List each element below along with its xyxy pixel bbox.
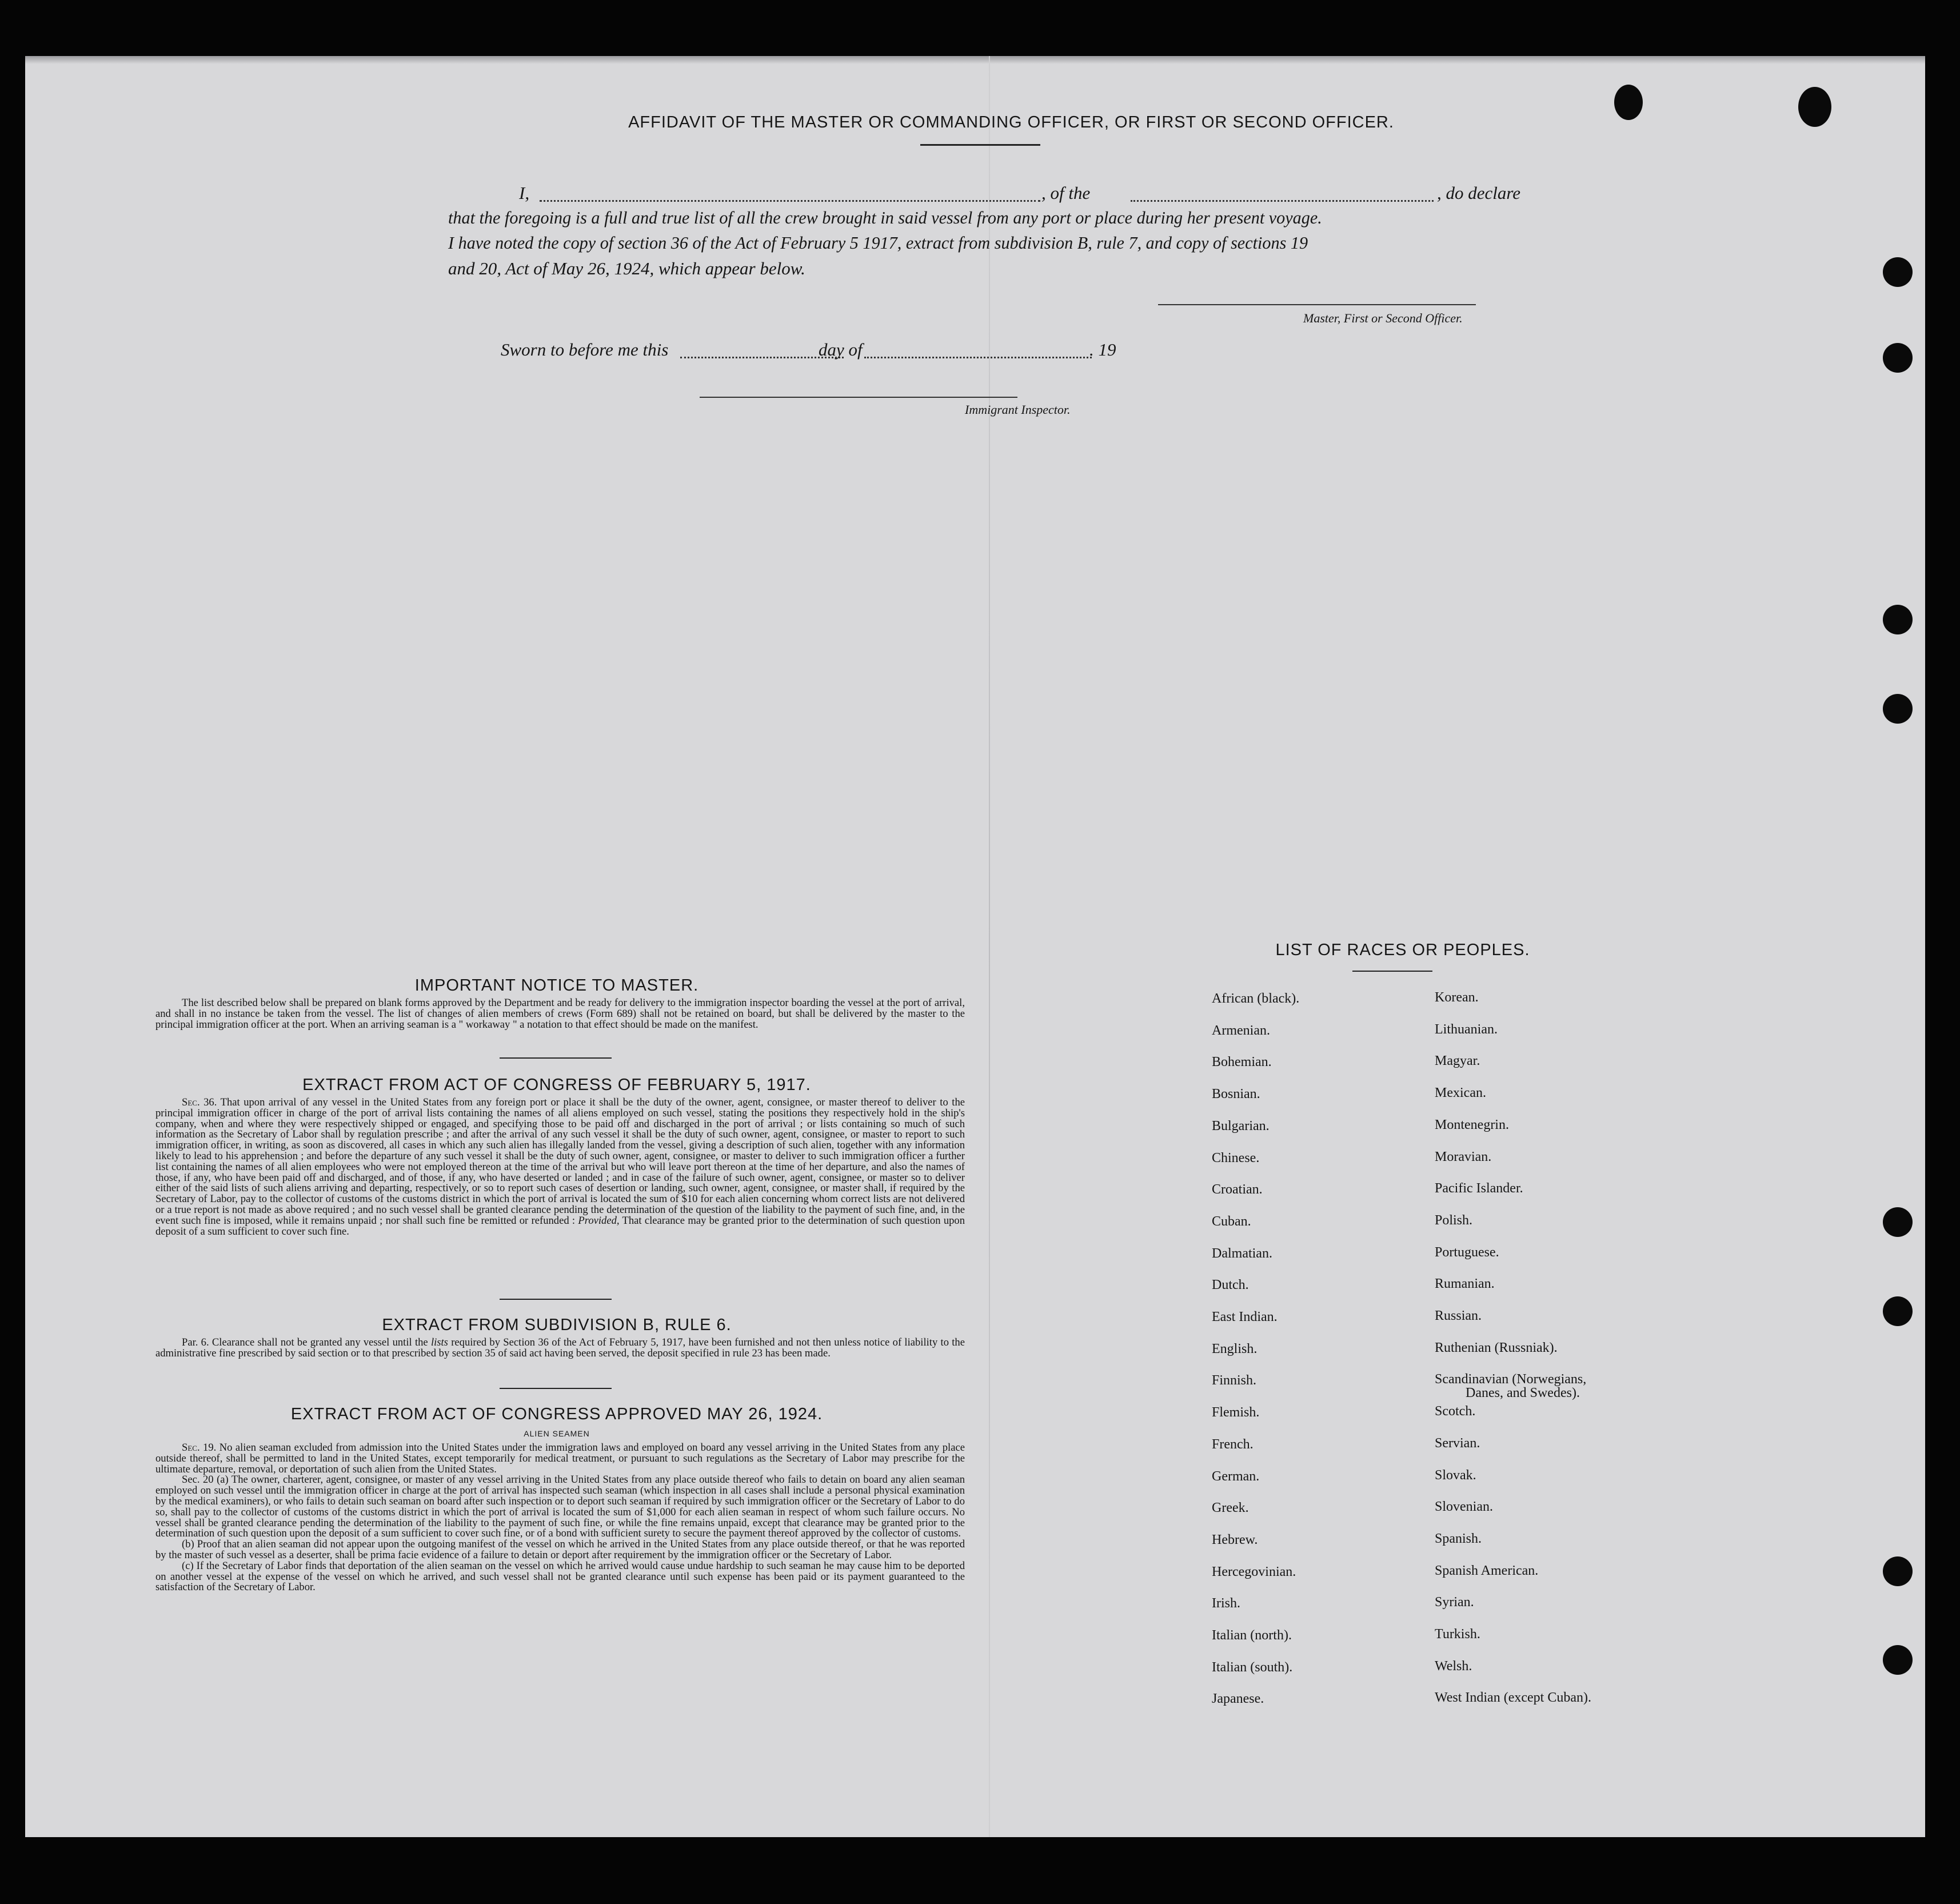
sec-19-text: No alien seaman excluded from admission into the United States under the immigration laws and employed on board any vessel arriving in the United States from any place outside thereof, shall be permitted to land in the United States, except temporarily for medical treatment, or pursuant to such regulations as the Secretary of Labor may prescribe for the ultimate departure, removal, or deportation of such alien from the United States.: [155, 1442, 965, 1475]
race-item: Dutch.: [1212, 1278, 1249, 1292]
sec-20a-text: Sec. 20 (a) The owner, charterer, agent, consignee, or master of any vessel arriving in the United States from any place outside thereof who fails to detain on board any alien seaman employed on such vessel until the immigration officer in charge at the port of arrival has inspected such seaman (which inspection in all cases shall include a personal physical examination by the medical examiners), or who fails to detain such seaman on board after such inspection or to deport such seaman if required by such immigration officer or the Secretary of Labor to do so, shall pay to the collector of customs of the customs district in which the port of arrival is located the sum of $1,000 for each alien seaman in respect of whom such failure occurs. No vessel shall be granted clearance pending the determination of the liability to the payment of such fine, or while the fine remains unpaid, except that clearance may be granted prior to the determination of such question upon the deposit of a sum sufficient to cover such fine, or of a bond with sufficient surety to secure the payment thereof approved by the collector of customs.: [155, 1474, 965, 1540]
race-item: Syrian.: [1435, 1595, 1474, 1610]
race-item: Greek.: [1212, 1500, 1249, 1515]
race-item: Slovenian.: [1435, 1499, 1493, 1514]
race-item: Mexican.: [1435, 1085, 1486, 1100]
subdivision-title: EXTRACT FROM SUBDIVISION B, RULE 6.: [382, 1316, 732, 1334]
sec-19-label: Sec. 19.: [182, 1442, 217, 1454]
affidavit-title-rule: [920, 144, 1040, 146]
race-item: Italian (south).: [1212, 1660, 1293, 1675]
affidavit-line4: and 20, Act of May 26, 1924, which appear below.: [448, 258, 805, 278]
master-caption: Master, First or Second Officer.: [1303, 311, 1463, 325]
race-item: Italian (north).: [1212, 1628, 1292, 1643]
race-item: African (black).: [1212, 991, 1300, 1006]
lists-word: lists: [430, 1336, 448, 1348]
race-item: Magyar.: [1435, 1053, 1480, 1068]
document-sheet: [25, 56, 1925, 1837]
punch-hole: [1883, 1296, 1913, 1326]
officer-name-field[interactable]: [540, 200, 1040, 202]
race-item: Cuban.: [1212, 1214, 1251, 1229]
paper-top-edge: [25, 56, 1925, 64]
race-item: Polish.: [1435, 1213, 1473, 1228]
notice-rule: [500, 1057, 612, 1059]
race-item: Montenegrin.: [1435, 1117, 1509, 1132]
race-item: Moravian.: [1435, 1149, 1492, 1164]
extract-1917-text: [155, 1097, 965, 1237]
race-item: Scandinavian (Norwegians,: [1435, 1372, 1587, 1387]
race-item: Dalmatian.: [1212, 1246, 1272, 1261]
ink-blot: [1798, 87, 1831, 127]
race-item: Bulgarian.: [1212, 1119, 1270, 1133]
race-item: English.: [1212, 1342, 1258, 1356]
race-item: Spanish American.: [1435, 1563, 1539, 1578]
race-item: Welsh.: [1435, 1659, 1472, 1674]
race-item: Servian.: [1435, 1436, 1480, 1451]
affidavit-line2: that the foregoing is a full and true list of all the crew brought in said vessel from any port or place during her present voyage.: [448, 208, 1322, 227]
race-item: West Indian (except Cuban).: [1435, 1690, 1591, 1705]
inspector-signature-field[interactable]: [700, 397, 1017, 398]
race-item: Hercegovinian.: [1212, 1564, 1296, 1579]
sworn-text: Sworn to before me this: [501, 340, 669, 360]
extract-1917-rule: [500, 1299, 612, 1300]
race-item: Armenian.: [1212, 1023, 1270, 1038]
par-6-text-b: required by Section 36 of the Act of February 5, 1917, have been furnished and not then unless notice of liability to the administrative fine prescribed by said section or to that prescribed by section 35 of said act having been served, the deposit specified in rule 23 has been made.: [155, 1336, 965, 1359]
affidavit-line1-declare: , do declare: [1437, 183, 1521, 203]
sec-36-label: Sec. 36.: [182, 1096, 217, 1108]
punch-hole: [1883, 1207, 1913, 1237]
notice-title: IMPORTANT NOTICE TO MASTER.: [414, 976, 699, 995]
sec-36-text: That upon arrival of any vessel in the United States from any foreign port or place it shall be the duty of the owner, agent, consignee, or master thereof to deliver to the principal immigration officer in charge of the port of arrival lists containing the names of all aliens employed on such vessel, stating the positions they respectively hold in the ship's company, when and where they were respectively shipped or engaged, and specifying those to be paid off and discharged in the port of arrival ; or lists containing so much of such information as the Secretary of Labor shall by regulation prescribe ; and after the arrival of any such vessel it shall be the duty of such owner, agent, consignee, or master to report to such immigration officer, in writing, as soon as discovered, all cases in which any such alien has illegally landed from the vessel, giving a description of such alien, together with any information likely to lead to his apprehension ; and before the departure of any such vessel it shall be the duty of such owner, agent, consignee, or master to deliver to such immigration officer a further list containing the names of all alien employees who were not employed thereon at the time of the arrival but who will leave port thereon at the time of her departure, and also the names of those, if any, who have been paid off and discharged, and of those, if any, who have deserted or landed ; and in case of the failure of such owner, agent, consignee, or master so to deliver either of the said lists of such aliens arriving and departing, respectively, or so to report such cases of desertion or landing, such owner, agent, consignee, or master shall, if required by the Secretary of Labor, pay to the collector of customs of the customs district in which the port of arrival is located the sum of $10 for each alien concerning whom correct lists are not delivered or a true report is not made as above required ; and no such vessel shall be granted clearance pending the determination of the question of the liability to the payment of such fine, and, in the event such fine is imposed, while it remains unpaid ; nor shall such fine be remitted or refunded :: [155, 1096, 965, 1227]
race-item: German.: [1212, 1469, 1260, 1484]
center-fold: [989, 56, 990, 1837]
race-item: Croatian.: [1212, 1182, 1263, 1197]
day-of-text: day of: [819, 340, 863, 360]
sec-20c-text: (c) If the Secretary of Labor finds that deportation of the alien seaman on the vessel on which he arrived would cause undue hardship to such seaman he may cause him to be deported on another vessel at the expense of the vessel on which he arrived, and such vessel shall not be granted clearance until such expense has been paid or its payment guaranteed to the satisfaction of the Secretary of Labor.: [155, 1559, 965, 1594]
affidavit-line1-i: I,: [519, 183, 530, 203]
race-item: Turkish.: [1435, 1627, 1480, 1642]
par-6-text-a: Clearance shall not be granted any vessel until the: [211, 1336, 428, 1348]
race-item: Slovak.: [1435, 1468, 1476, 1483]
alien-seamen-subtitle: ALIEN SEAMEN: [524, 1429, 590, 1438]
race-item-continuation: Danes, and Swedes).: [1466, 1386, 1580, 1400]
proviso-text: That clearance may be granted prior to the determination of such question upon deposit of a sum sufficient to cover such fine.: [155, 1214, 965, 1238]
race-item: Irish.: [1212, 1596, 1240, 1611]
race-item: Scotch.: [1435, 1404, 1476, 1419]
race-item: Korean.: [1435, 990, 1479, 1005]
race-item: Portuguese.: [1435, 1245, 1499, 1260]
race-item: Japanese.: [1212, 1691, 1264, 1706]
provided-label: Provided,: [578, 1214, 620, 1227]
notice-text: The list described below shall be prepared on blank forms approved by the Department and be ready for delivery to the immigration inspector boarding the vessel at the port of arrival, and shall in no instance be taken from the vessel. The list of changes of alien members of crews (Form 689) shall not be retained on board, but shall be delivered by the master to the principal immigration officer at the port. When an arriving seaman is a " workaway " a notation to that effect should be made on the manifest.: [155, 997, 965, 1031]
year-text: . 19: [1089, 340, 1116, 360]
punch-hole: [1883, 257, 1913, 287]
race-item: Rumanian.: [1435, 1276, 1495, 1291]
race-item: Hebrew.: [1212, 1532, 1258, 1547]
affidavit-line1-of-the: , of the: [1041, 183, 1091, 203]
punch-hole: [1883, 605, 1913, 634]
race-item: Russian.: [1435, 1308, 1482, 1323]
race-item: French.: [1212, 1437, 1254, 1452]
inspector-caption: Immigrant Inspector.: [965, 402, 1071, 417]
punch-hole: [1883, 1645, 1913, 1675]
races-title-rule: [1352, 971, 1432, 972]
punch-hole: [1883, 694, 1913, 724]
extract-1924-title: EXTRACT FROM ACT OF CONGRESS APPROVED MAY 26, 1924.: [290, 1405, 823, 1423]
race-item: Finnish.: [1212, 1373, 1257, 1388]
race-item: Bosnian.: [1212, 1087, 1260, 1101]
race-item: Ruthenian (Russniak).: [1435, 1340, 1558, 1355]
punch-hole: [1883, 343, 1913, 373]
affidavit-line3: I have noted the copy of section 36 of the Act of February 5 1917, extract from subdivision B, rule 7, and copy of sections 19: [448, 233, 1308, 253]
vessel-name-field[interactable]: [1131, 200, 1434, 202]
affidavit-title: AFFIDAVIT OF THE MASTER OR COMMANDING OFFICER, OR FIRST OR SECOND OFFICER.: [628, 113, 1394, 131]
race-item: Flemish.: [1212, 1405, 1260, 1420]
race-item: Bohemian.: [1212, 1055, 1272, 1069]
extract-1917-title: EXTRACT FROM ACT OF CONGRESS OF FEBRUARY 5, 1917.: [302, 1076, 811, 1094]
race-item: Spanish.: [1435, 1531, 1482, 1546]
punch-hole: [1883, 1556, 1913, 1586]
subdivision-rule: [500, 1388, 612, 1389]
race-item: Lithuanian.: [1435, 1022, 1498, 1037]
race-item: East Indian.: [1212, 1310, 1278, 1324]
subdivision-text: [155, 1338, 965, 1359]
sec-20b-text: (b) Proof that an alien seaman did not appear upon the outgoing manifest of the vessel on which he arrived in the United States from any place outside thereof, or that he was reported by the master of such vessel as a deserter, shall be prima facie evidence of a failure to detain or deport after requirement by the immigration officer or the Secretary of Labor.: [155, 1538, 965, 1561]
races-title: LIST OF RACES OR PEOPLES.: [1275, 941, 1530, 959]
sworn-month-field[interactable]: [864, 357, 1092, 358]
par-6-label: Par. 6.: [182, 1336, 209, 1348]
extract-1924-text: [155, 1443, 965, 1593]
ink-blot: [1614, 85, 1643, 120]
race-item: Chinese.: [1212, 1151, 1260, 1165]
race-item: Pacific Islander.: [1435, 1181, 1523, 1196]
master-signature-field[interactable]: [1158, 304, 1476, 305]
